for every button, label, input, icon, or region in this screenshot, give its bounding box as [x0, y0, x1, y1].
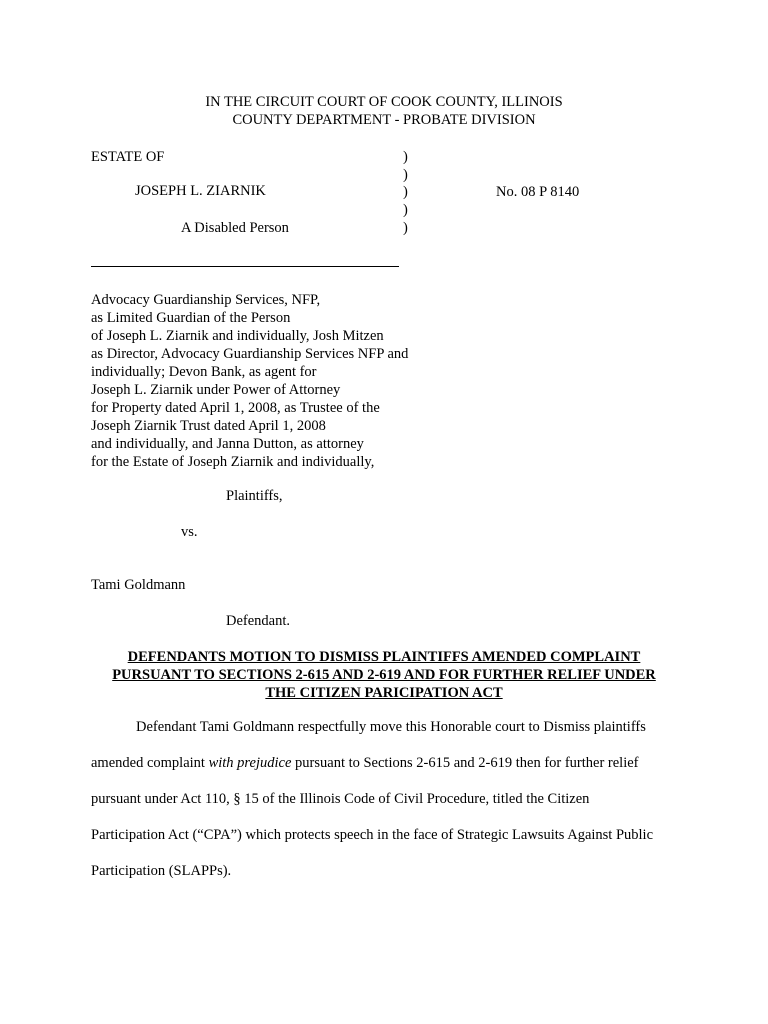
court-division: COUNTY DEPARTMENT - PROBATE DIVISION: [232, 112, 536, 128]
plaintiff-block: [91, 291, 408, 471]
body-line-5: Participation (SLAPPs).: [91, 863, 232, 879]
motion-title-line: THE CITIZEN PARICIPATION ACT: [265, 685, 503, 701]
plaintiff-line: of Joseph L. Ziarnik and individually, Josh Mitzen: [91, 328, 384, 344]
plaintiff-line: for the Estate of Joseph Ziarnik and individually,: [91, 454, 375, 470]
caption-paren: ): [403, 167, 408, 183]
caption-paren: ): [403, 202, 408, 218]
caption-name: JOSEPH L. ZIARNIK: [135, 183, 266, 199]
plaintiff-line: as Director, Advocacy Guardianship Services NFP and: [91, 346, 409, 362]
caption-paren: ): [403, 149, 408, 165]
plaintiff-line: Joseph L. Ziarnik under Power of Attorney: [91, 382, 341, 398]
body-line-3: pursuant under Act 110, § 15 of the Illinois Code of Civil Procedure, titled the Citizen: [91, 791, 590, 807]
caption-paren: ): [403, 184, 408, 200]
body-emphasis: with prejudice: [208, 755, 292, 771]
body-line-4: Participation Act (“CPA”) which protects speech in the face of Strategic Lawsuits Against Public: [91, 827, 654, 843]
body-text: pursuant to Sections 2-615 and 2-619 then for further relief: [291, 755, 639, 771]
versus-label: vs.: [181, 524, 198, 540]
caption-divider: [91, 266, 399, 267]
plaintiffs-label: Plaintiffs,: [226, 488, 283, 504]
motion-title-line: PURSUANT TO SECTIONS 2-615 AND 2-619 AND FOR FURTHER RELIEF UNDER: [112, 667, 656, 683]
case-number: No. 08 P 8140: [496, 184, 580, 200]
caption-paren: ): [403, 220, 408, 236]
caption-estate-of: ESTATE OF: [91, 149, 165, 165]
body-line-2: [91, 754, 639, 772]
court-name: IN THE CIRCUIT COURT OF COOK COUNTY, ILLINOIS: [205, 94, 563, 110]
motion-title-line: DEFENDANTS MOTION TO DISMISS PLAINTIFFS AMENDED COMPLAINT: [127, 649, 641, 665]
plaintiff-line: as Limited Guardian of the Person: [91, 310, 291, 326]
body-text: amended complaint: [91, 755, 209, 771]
defendant-name: Tami Goldmann: [91, 577, 186, 593]
plaintiff-line: for Property dated April 1, 2008, as Trustee of the: [91, 400, 380, 416]
plaintiff-line: and individually, and Janna Dutton, as attorney: [91, 436, 364, 452]
plaintiff-line: Advocacy Guardianship Services, NFP,: [91, 292, 321, 308]
plaintiff-line: individually; Devon Bank, as agent for: [91, 364, 317, 380]
defendant-label: Defendant.: [226, 613, 291, 629]
body-line-1: Defendant Tami Goldmann respectfully move this Honorable court to Dismiss plaintiffs: [136, 719, 646, 735]
plaintiff-line: Joseph Ziarnik Trust dated April 1, 2008: [91, 418, 326, 434]
caption-disabled: A Disabled Person: [181, 220, 289, 236]
